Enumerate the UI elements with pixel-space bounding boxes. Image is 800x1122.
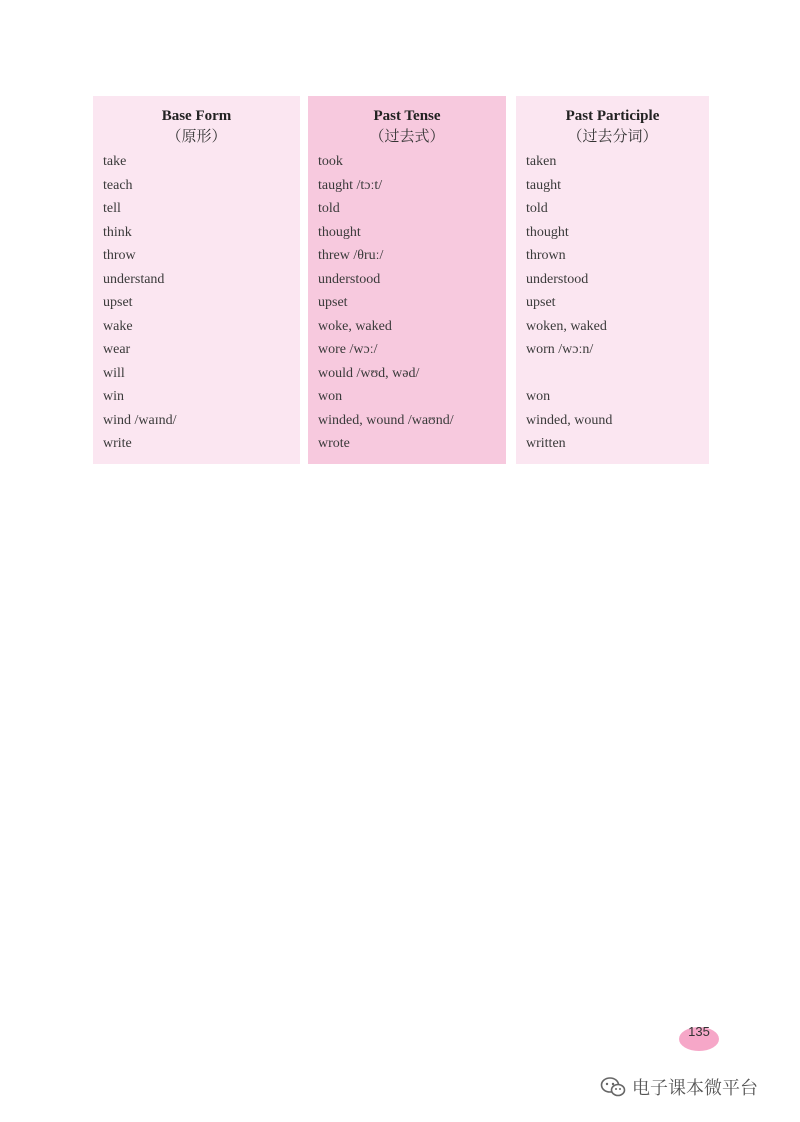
- word-cell: told: [526, 201, 548, 216]
- word-cell: teach: [103, 177, 133, 193]
- word-cell: thought: [526, 224, 569, 240]
- column-subheader: （过去分词）: [567, 129, 658, 145]
- watermark-text: 电子课本微平台: [632, 1078, 758, 1099]
- word-cell: winded, wound: [526, 412, 613, 428]
- word-cell: taken: [526, 154, 557, 169]
- past-tense-column: [308, 96, 506, 464]
- word-cell: written: [526, 436, 566, 451]
- wechat-icon: [600, 1076, 626, 1098]
- column-subheader: （过去式）: [369, 129, 445, 145]
- word-cell: thought: [318, 224, 361, 240]
- word-cell: woken, waked: [526, 318, 607, 334]
- word-cell: taught: [526, 177, 561, 193]
- word-cell: wear: [103, 342, 131, 357]
- word-cell: woke, waked: [318, 318, 392, 334]
- column-header: Base Form: [161, 108, 232, 124]
- word-cell: [526, 362, 709, 386]
- word-cell: upset: [103, 295, 133, 310]
- word-cell: write: [103, 436, 132, 451]
- word-list: [93, 150, 300, 456]
- word-cell: tell: [103, 201, 121, 216]
- word-cell: told: [318, 201, 340, 216]
- base-form-column: [93, 96, 300, 464]
- word-cell: take: [103, 154, 127, 169]
- word-cell: wind /waɪnd/: [103, 412, 177, 428]
- word-cell: wake: [103, 318, 133, 334]
- word-cell: wore /wɔː/: [318, 342, 378, 357]
- word-cell: understood: [526, 271, 589, 287]
- word-cell: worn /wɔːn/: [526, 342, 594, 357]
- column-subheader: （原形）: [166, 129, 227, 145]
- word-list: [308, 150, 506, 456]
- word-cell: win: [103, 389, 124, 404]
- word-cell: winded, wound /waʊnd/: [318, 412, 454, 428]
- column-header: Past Participle: [565, 108, 660, 124]
- word-cell: understood: [318, 271, 381, 287]
- word-cell: took: [318, 154, 343, 169]
- word-cell: throw: [103, 248, 136, 263]
- irregular-verbs-table: [93, 96, 709, 464]
- word-cell: won: [526, 389, 551, 404]
- word-cell: understand: [103, 271, 165, 287]
- word-cell: would /wʊd, wəd/: [318, 365, 420, 381]
- word-cell: will: [103, 365, 125, 381]
- word-cell: upset: [526, 295, 556, 310]
- word-cell: wrote: [318, 436, 350, 451]
- word-cell: threw /θruː/: [318, 248, 384, 263]
- column-header: Past Tense: [373, 108, 441, 124]
- past-participle-column: [516, 96, 709, 464]
- word-cell: upset: [318, 295, 348, 310]
- page-number: 135: [688, 1024, 710, 1039]
- page-number-badge: [679, 1021, 719, 1053]
- word-cell: thrown: [526, 248, 566, 263]
- word-cell: won: [318, 389, 343, 404]
- word-cell: think: [103, 224, 132, 240]
- word-cell: taught /tɔːt/: [318, 177, 383, 193]
- word-list: [516, 150, 709, 456]
- watermark: [600, 1074, 758, 1100]
